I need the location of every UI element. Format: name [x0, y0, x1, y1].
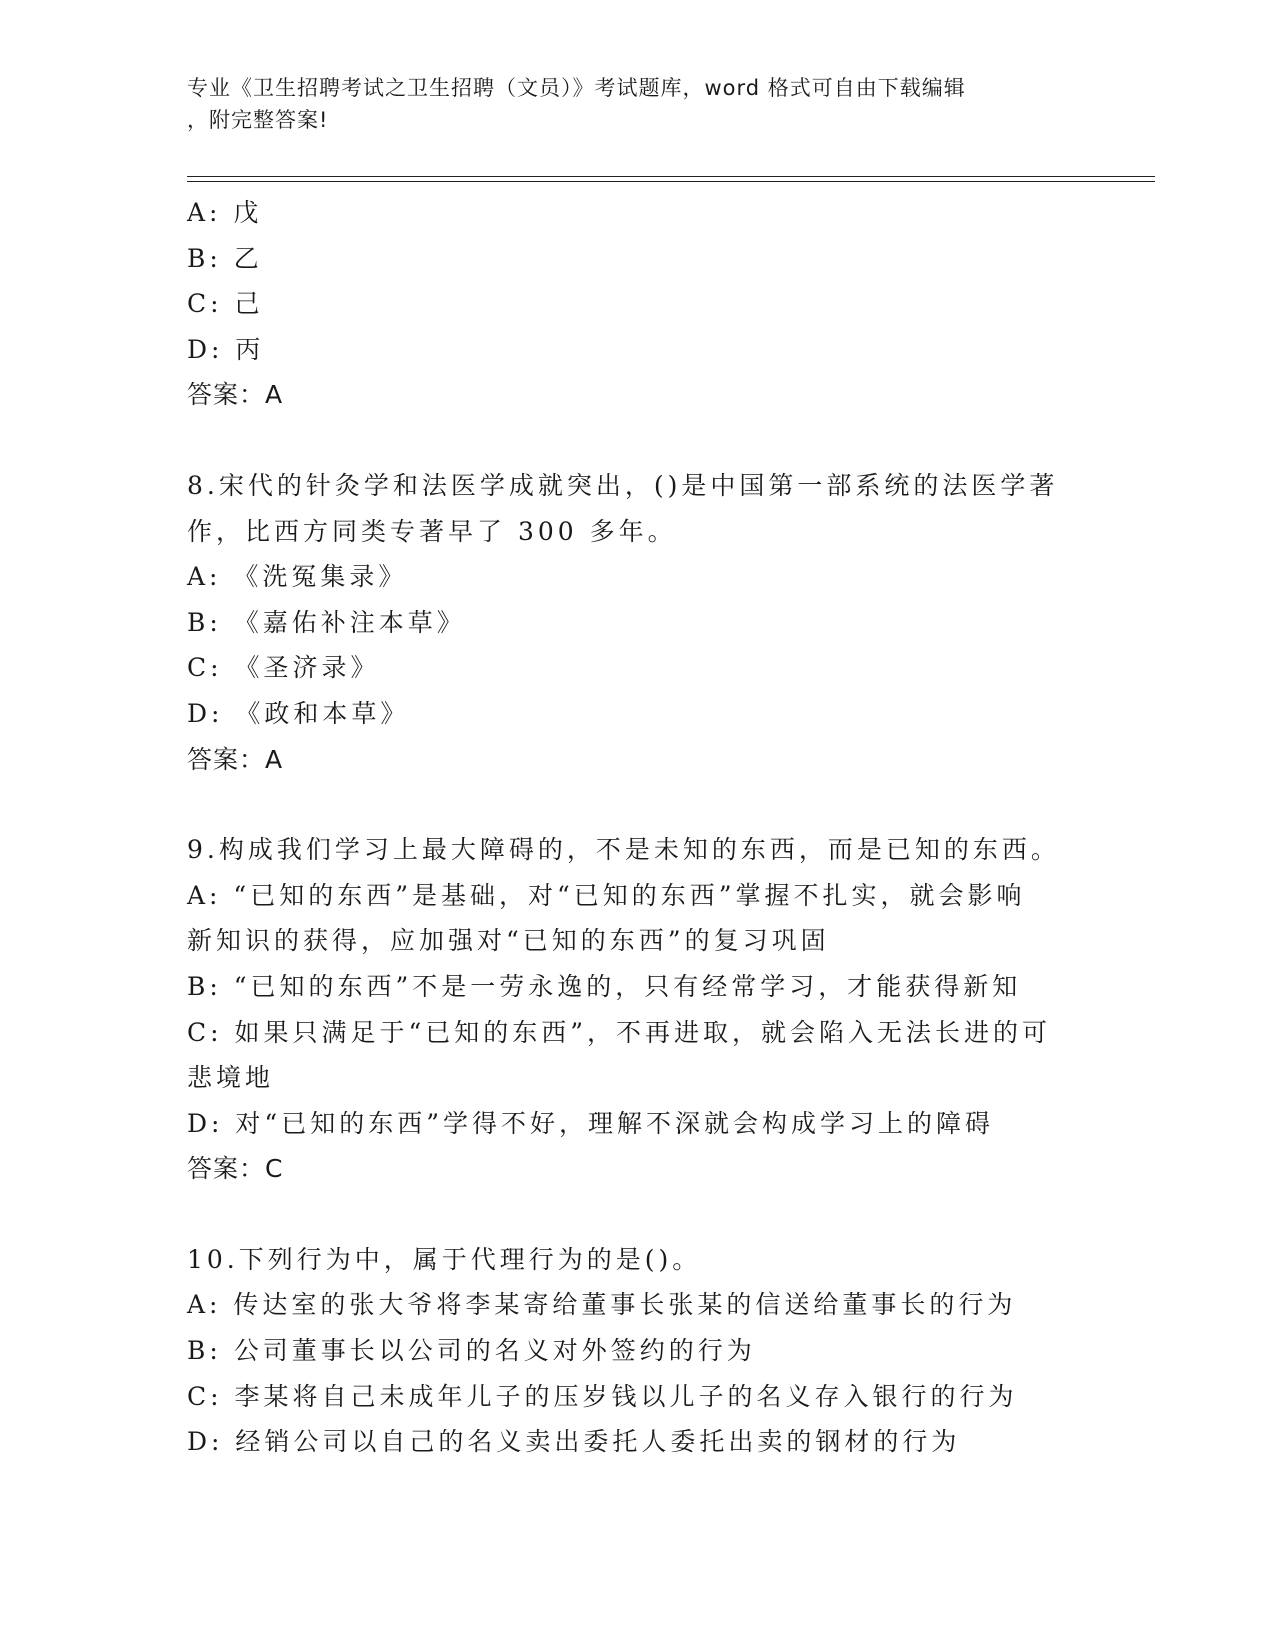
question-9	[187, 827, 1087, 1192]
option-c-continued: 悲境地	[187, 1063, 275, 1093]
option-a-continued: 新知识的获得，应加强对“已知的东西”的复习巩固	[187, 926, 830, 956]
question-8	[187, 463, 1087, 782]
header-divider-top	[187, 176, 1155, 177]
option-a: A: 戊	[187, 198, 263, 227]
header-divider-bottom	[187, 181, 1155, 182]
option-b: B: “已知的东西”不是一劳永逸的，只有经常学习，才能获得新知	[187, 971, 1022, 1001]
question-10	[187, 1237, 1087, 1465]
answer-line: 答案：C	[187, 1154, 284, 1184]
question-list	[187, 190, 1087, 1465]
option-c: C: 如果只满足于“已知的东西”，不再进取，就会陷入无法长进的可	[187, 1017, 1052, 1047]
spacer	[187, 418, 1087, 463]
option-c: C: 李某将自己未成年儿子的压岁钱以儿子的名义存入银行的行为	[187, 1381, 1018, 1411]
option-b: B: 公司董事长以公司的名义对外签约的行为	[187, 1336, 756, 1366]
header-line-2: ，附完整答案!	[187, 108, 329, 132]
question-7	[187, 190, 1087, 418]
question-stem: 8.宋代的针灸学和法医学成就突出，()是中国第一部系统的法医学著	[187, 470, 1059, 500]
option-d: D: 经销公司以自己的名义卖出委托人委托出卖的钢材的行为	[187, 1427, 961, 1457]
option-a: A: “已知的东西”是基础，对“已知的东西”掌握不扎实，就会影响	[187, 880, 1026, 910]
option-b: B: 《嘉佑补注本草》	[187, 607, 466, 637]
option-b: B: 乙	[187, 243, 263, 273]
answer-line: 答案：A	[187, 380, 284, 410]
option-a: A: 《洗冤集录》	[187, 562, 408, 592]
question-stem: 9.构成我们学习上最大障碍的，不是未知的东西，而是已知的东西。	[187, 835, 1060, 865]
option-d: D: 《政和本草》	[187, 698, 410, 728]
document-header	[187, 72, 1087, 136]
answer-line: 答案：A	[187, 744, 284, 774]
option-c: C: 己	[187, 289, 264, 319]
option-d: D: 丙	[187, 334, 265, 364]
header-line-1: 专业《卫生招聘考试之卫生招聘（文员）》考试题库，word 格式可自由下载编辑	[187, 76, 966, 100]
question-stem-continued: 作，比西方同类专著早了 300 多年。	[187, 516, 677, 546]
option-d: D: 对“已知的东西”学得不好，理解不深就会构成学习上的障碍	[187, 1108, 994, 1138]
option-a: A: 传达室的张大爷将李某寄给董事长张某的信送给董事长的行为	[187, 1290, 1017, 1320]
spacer	[187, 1192, 1087, 1237]
question-stem: 10.下列行为中，属于代理行为的是()。	[187, 1244, 702, 1274]
spacer	[187, 782, 1087, 827]
option-c: C: 《圣济录》	[187, 653, 380, 683]
